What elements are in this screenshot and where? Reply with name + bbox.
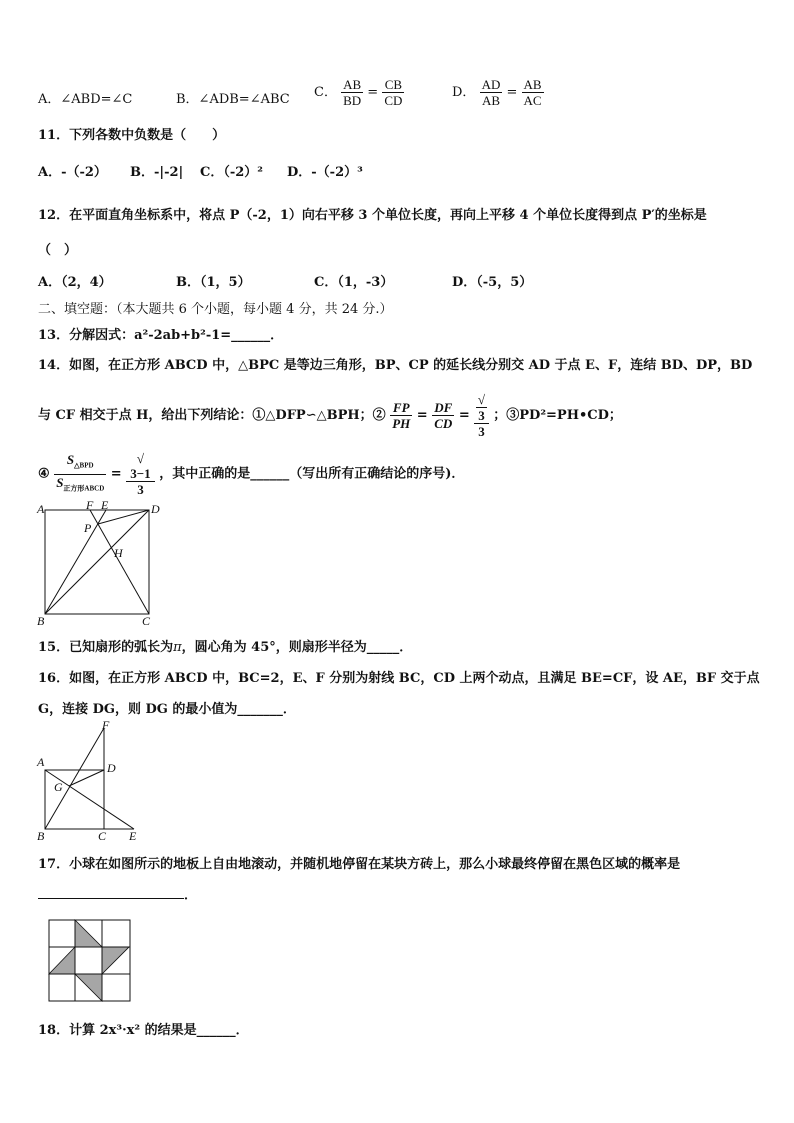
- q12-option-d: D．（-5，5）: [452, 275, 533, 290]
- q16-line1: 16．如图，在正方形 ABCD 中，BC=2，E、F 分别为射线 BC，CD 上两个动点，且满足 BE=CF，设 AE，BF 交于点: [38, 671, 760, 686]
- fraction-sqrt3-3: √ 3 3: [474, 392, 489, 439]
- fraction-fp-ph: $\frac{FP}{PH}$: [392, 400, 411, 431]
- q17-blank: ．: [38, 884, 197, 903]
- q11-option-c: C．（-2）²: [200, 165, 263, 180]
- segment-bf: [45, 728, 104, 829]
- q11-stem: 11．下列各数中负数是（ ）: [38, 128, 226, 143]
- q10-option-c: C． $\frac{AB}{BD}$ = $\frac{CB}{CD}$: [314, 77, 403, 108]
- label-d: D: [107, 761, 116, 775]
- q10-option-d: D． $\frac{AD}{AB}$ = $\frac{AB}{AC}$: [452, 77, 542, 108]
- q12-stem: 12．在平面直角坐标系中，将点 P（-2，1）向右平移 3 个单位长度，再向上平移 4 个单位长度得到点 P′的坐标是: [38, 208, 707, 223]
- label-h: H: [114, 546, 123, 560]
- label-e: E: [129, 829, 137, 842]
- label-a: A: [37, 502, 45, 516]
- q14-line1: 14．如图，在正方形 ABCD 中，△BPC 是等边三角形，BP、CP 的延长线分别交 AD 于点 E、F，连结 BD、DP，BD: [38, 358, 753, 373]
- shaded-triangle-left: [49, 947, 75, 974]
- fraction-area-ratio: $\frac{S_{\triangle BPD}}{S_{正方形ABCD}}$: [56, 451, 105, 493]
- q10-option-b: B．∠ADB=∠ABC: [176, 92, 290, 107]
- q14-square-figure: [34, 500, 164, 628]
- label-e: E: [101, 500, 109, 512]
- label-b: B: [37, 829, 45, 842]
- q16-line2: G，连接 DG，则 DG 的最小值为_______．: [38, 702, 296, 717]
- answer-blank: [38, 885, 184, 899]
- shaded-triangle-right: [102, 947, 129, 974]
- label-d: D: [151, 502, 160, 516]
- pi-symbol: π: [173, 640, 182, 655]
- q12-option-b: B．（1，5）: [176, 275, 251, 290]
- label-f: F: [86, 500, 94, 512]
- label-f: F: [102, 718, 110, 732]
- q11-option-b: B．-|-2|: [130, 165, 184, 180]
- fraction: $\frac{AD}{AB}$: [481, 77, 501, 108]
- q17-line1: 17．小球在如图所示的地板上自由地滚动，并随机地停留在某块方砖上，那么小球最终停留在黑色区域的概率是: [38, 857, 681, 872]
- label-p: P: [84, 521, 92, 535]
- q12-option-a: A．（2，4）: [38, 275, 112, 290]
- label-a: A: [37, 755, 45, 769]
- q16-square-figure: [34, 718, 144, 842]
- shaded-triangle-bottom: [75, 974, 102, 1001]
- label-c: C: [142, 614, 151, 628]
- label-c: C: [98, 829, 107, 842]
- segment-cf: [90, 510, 149, 614]
- q17-tile-grid: [47, 918, 133, 1004]
- q11-option-d: D．-（-2）³: [287, 165, 363, 180]
- label-b: B: [37, 614, 45, 628]
- fraction: $\frac{AB}{BD}$: [343, 77, 362, 108]
- fraction: $\frac{AB}{AC}$: [523, 77, 542, 108]
- shaded-triangle-top: [75, 920, 102, 947]
- q18: 18．计算 2x³·x² 的结果是______．: [38, 1023, 249, 1038]
- fraction-df-cd: $\frac{DF}{CD}$: [434, 400, 453, 431]
- label-g: G: [54, 780, 63, 794]
- section-heading: 二、填空题：（本大题共 6 个小题，每小题 4 分，共 24 分.）: [38, 302, 393, 317]
- q12-paren: （ ）: [38, 243, 78, 258]
- fraction-sqrt3-minus1-over3: √ 3−1 3: [126, 451, 154, 497]
- q11-option-a: A．-（-2）: [38, 165, 107, 180]
- q14-line2: 与 CF 相交于点 H，给出下列结论：①△DFP∽△BPH；② $\frac{FP}{PH}$ = $\frac{DF}{CD}$ = √ 3 3 ；③PD²=PH•CD；: [38, 392, 622, 439]
- q13: 13．分解因式：a²-2ab+b²-1=______．: [38, 328, 284, 343]
- q10-option-a: A．∠ABD=∠C: [38, 92, 133, 107]
- fraction: $\frac{CB}{CD}$: [384, 77, 403, 108]
- q15: 15．已知扇形的弧长为π，圆心角为 45°，则扇形半径为_____．: [38, 640, 413, 655]
- q12-option-c: C．（1，-3）: [314, 275, 394, 290]
- q14-line3: ④ $\frac{S_{\triangle BPD}}{S_{正方形ABCD}}$ = √ 3−1 3 ，其中正确的是______（写出所有正确结论的序号)．: [38, 451, 465, 497]
- segment-ae: [45, 770, 134, 829]
